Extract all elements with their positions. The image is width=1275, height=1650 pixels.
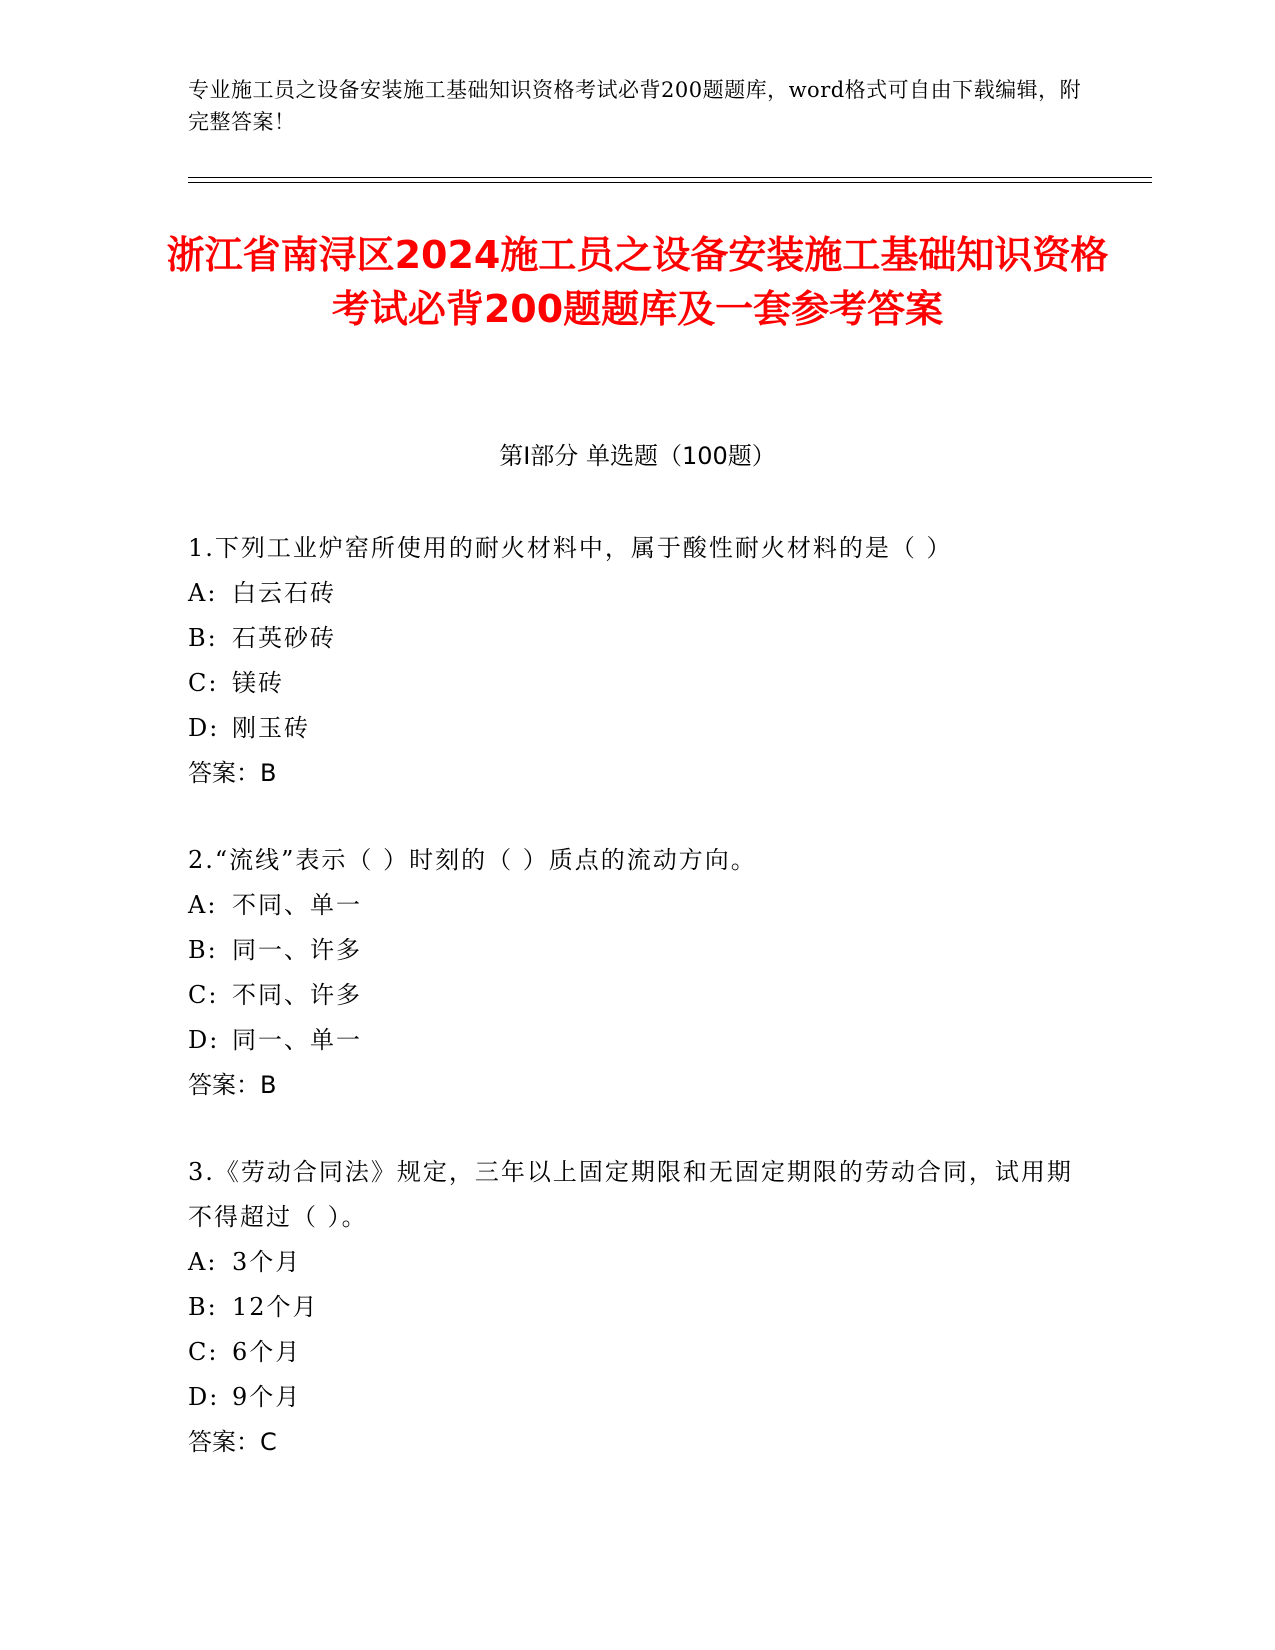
answer: 答案：C <box>188 1428 277 1456</box>
option-key: A: <box>188 891 218 919</box>
option-text: 6个月 <box>232 1338 302 1366</box>
option-a <box>188 883 1088 928</box>
option-key: D: <box>188 1026 220 1054</box>
option-c <box>188 661 1088 706</box>
question-item <box>188 838 1088 1108</box>
option-key: C: <box>188 1338 219 1366</box>
header-divider-top <box>188 177 1152 178</box>
option-text: 不同、单一 <box>232 891 362 919</box>
option-c <box>188 1330 1088 1375</box>
header-divider-bottom <box>188 182 1152 183</box>
option-text: 石英砂砖 <box>232 624 336 652</box>
option-a <box>188 1240 1088 1285</box>
answer: 答案：B <box>188 759 277 787</box>
option-key: D: <box>188 714 220 742</box>
option-key: C: <box>188 981 219 1009</box>
option-d <box>188 1375 1088 1420</box>
option-text: 同一、单一 <box>232 1026 362 1054</box>
question-stem: 2.“流线”表示（ ）时刻的（ ）质点的流动方向。 <box>188 846 757 874</box>
option-key: A: <box>188 579 218 607</box>
option-b <box>188 616 1088 661</box>
answer: 答案：B <box>188 1071 277 1099</box>
option-text: 不同、许多 <box>232 981 362 1009</box>
question-stem: 3.《劳动合同法》规定，三年以上固定期限和无固定期限的劳动合同，试用期不得超过（ ）。 <box>188 1158 1073 1231</box>
option-a <box>188 571 1088 616</box>
option-text: 刚玉砖 <box>232 714 310 742</box>
document-title: 浙江省南浔区2024施工员之设备安装施工基础知识资格考试必背200题题库及一套参考答案 <box>166 233 1109 331</box>
header-note: 专业施工员之设备安装施工基础知识资格考试必背200题题库，word格式可自由下载编辑，附完整答案！ <box>188 78 1082 134</box>
option-d <box>188 706 1088 751</box>
question-list <box>188 526 1088 1507</box>
option-text: 镁砖 <box>232 669 284 697</box>
option-key: A: <box>188 1248 218 1276</box>
option-text: 白云石砖 <box>232 579 336 607</box>
section-title: 第I部分 单选题（100题） <box>499 442 776 470</box>
option-text: 12个月 <box>232 1293 319 1321</box>
option-b <box>188 928 1088 973</box>
option-text: 3个月 <box>232 1248 302 1276</box>
option-key: B: <box>188 1293 218 1321</box>
option-b <box>188 1285 1088 1330</box>
option-key: C: <box>188 669 219 697</box>
option-key: D: <box>188 1383 220 1411</box>
option-c <box>188 973 1088 1018</box>
option-key: B: <box>188 936 218 964</box>
option-text: 同一、许多 <box>232 936 362 964</box>
option-key: B: <box>188 624 218 652</box>
question-item <box>188 526 1088 796</box>
question-stem: 1.下列工业炉窑所使用的耐火材料中，属于酸性耐火材料的是（ ） <box>188 534 953 562</box>
option-text: 9个月 <box>232 1383 302 1411</box>
option-d <box>188 1018 1088 1063</box>
question-item <box>188 1150 1088 1465</box>
